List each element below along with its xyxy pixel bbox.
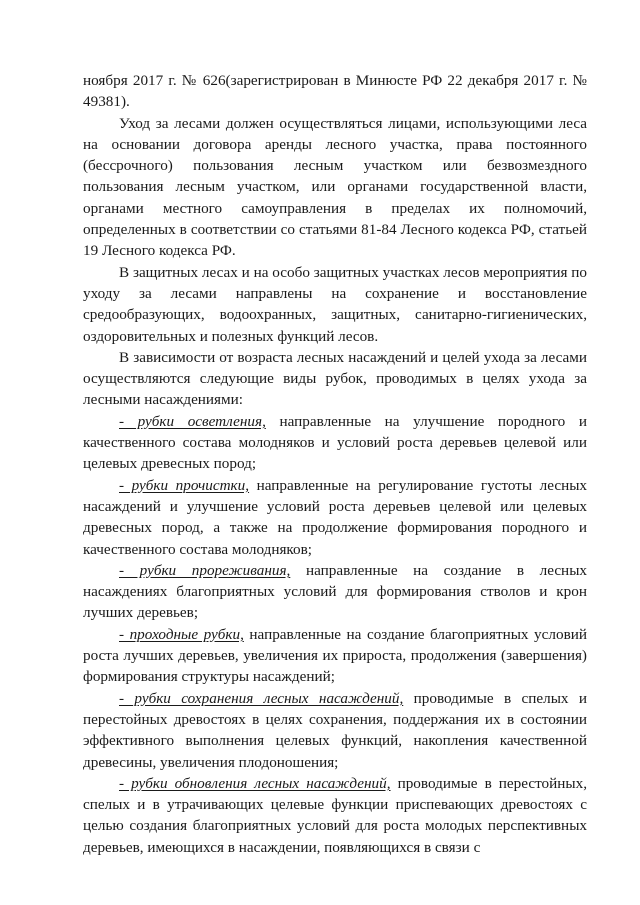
list-item-text: направленные на создание благоприятных условий роста лучших деревьев, увеличения их прироста, продолжения (завершения) формирования структуры насаждений; — [83, 625, 587, 686]
list-item-thinning-cuts — [83, 560, 587, 624]
paragraph-text: ноября 2017 г. № 626(зарегистрирован в Минюсте РФ 22 декабря 2017 г. № 49381). — [83, 72, 587, 111]
list-item-conservation-cuts — [83, 688, 587, 773]
list-item-text: проводимые в перестойных, спелых и в утрачивающих целевые функции приспевающих древостоях с целью создания благоприятных условий для роста молодых перспективных деревьев, имеющихся в насаждении, появляющихся в связи с — [83, 774, 587, 856]
list-item-term: - рубки прореживания, — [119, 561, 291, 579]
paragraph-text: Уход за лесами должен осуществляться лицами, использующими леса на основании договора аренды лесного участка, права постоянного (бессрочного) пользования лесным участком или безвозмездного пользования лесным участком, или органами государственной власти, органами местного самоуправления в пределах их полномочий, определенных в соответствии со статьями 81-84 Лесного кодекса РФ, статьей 19 Лесного кодекса РФ. — [83, 114, 587, 260]
paragraph-text: В защитных лесах и на особо защитных участках лесов мероприятия по уходу за лесами направлены на сохранение и восстановление средообразующих, водоохранных, защитных, санитарно-гигиенических, оздоровительных и полезных функций лесов. — [83, 263, 587, 345]
list-item-passage-cuts — [83, 624, 587, 688]
list-item-term: - рубки обновления лесных насаждений, — [119, 774, 391, 792]
list-item-clearing-cuts — [83, 411, 587, 475]
list-item-term: - рубки осветления, — [119, 412, 266, 430]
list-item-text: направленные на регулирование густоты лесных насаждений и улучшение условий роста деревьев целевой или целевых древесных пород, а также на продолжение формирования породного и качественного состава молодняков; — [83, 476, 587, 558]
list-item-term: - рубки сохранения лесных насаждений, — [119, 689, 404, 707]
list-item-text: направленные на улучшение породного и качественного состава молодняков и условий роста деревьев целевой или целевых древесных пород; — [83, 412, 587, 473]
document-page — [83, 70, 587, 858]
list-item-text: проводимые в спелых и перестойных древостоях в целях сохранения, поддержания их в состоянии эффективного выполнения целевых функций, накопления качественной древесины, увеличения плодоношения; — [83, 689, 587, 771]
paragraph-text: В зависимости от возраста лесных насаждений и целей ухода за лесами осуществляются следующие виды рубок, проводимых в целях ухода за лесными насаждениями: — [83, 348, 587, 409]
list-item-text: направленные на создание в лесных насаждениях благоприятных условий для формирования стволов и крон лучших деревьев; — [83, 561, 587, 622]
paragraph-cutting-types-intro — [83, 347, 587, 411]
paragraph-forest-care-entities — [83, 113, 587, 262]
list-item-term: - проходные рубки, — [119, 625, 244, 643]
list-item-term: - рубки прочистки, — [119, 476, 250, 494]
paragraph-continuation — [83, 70, 587, 113]
paragraph-protective-forests — [83, 262, 587, 347]
list-item-cleaning-cuts — [83, 475, 587, 560]
list-item-renewal-cuts — [83, 773, 587, 858]
